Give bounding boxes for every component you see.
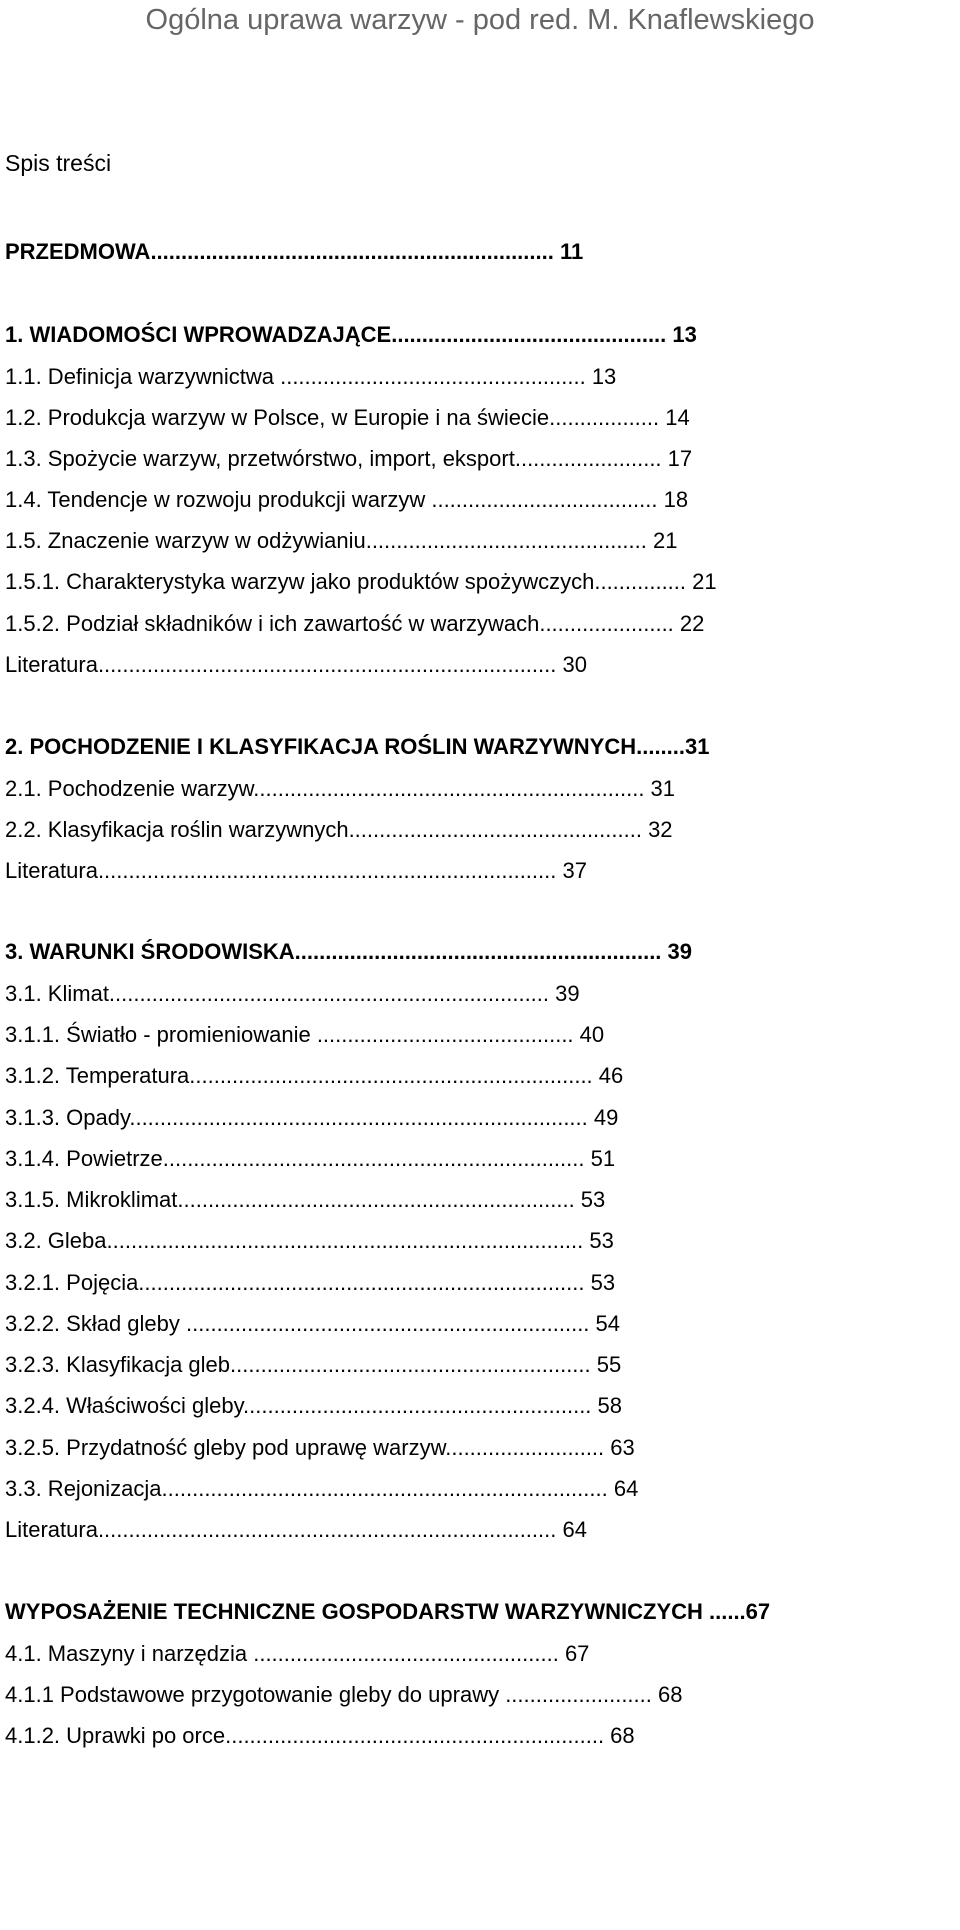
toc-entry: 3.1.3. Opady........................................................................... 49 [5, 1105, 619, 1130]
toc-entry: 2.1. Pochodzenie warzyw................................................................ 31 [5, 776, 676, 801]
document-title: Ogólna uprawa warzyw - pod red. M. Knaflewskiego [145, 4, 815, 36]
toc-entry: Literatura........................................................................... 37 [5, 858, 587, 883]
toc-chapter-entry: 3. WARUNKI ŚRODOWISKA............................................................ 39 [5, 939, 692, 964]
toc-entry: 3.2.2. Skład gleby .................................................................. 54 [5, 1311, 621, 1336]
toc-heading: Spis treści [5, 150, 112, 176]
toc-entry: 1.4. Tendencje w rozwoju produkcji warzyw ..................................... 18 [5, 487, 689, 512]
toc-entry: 1.3. Spożycie warzyw, przetwórstwo, import, eksport........................ 17 [5, 446, 693, 471]
toc-chapter-entry: PRZEDMOWA.................................................................. 11 [5, 239, 584, 264]
toc-entry: 4.1.1 Podstawowe przygotowanie gleby do uprawy ........................ 68 [5, 1682, 683, 1707]
toc-entry: 1.2. Produkcja warzyw w Polsce, w Europie i na świecie.................. 14 [5, 405, 690, 430]
toc-entry: 3.2.4. Właściwości gleby......................................................... 58 [5, 1393, 622, 1418]
toc-entry: 1.1. Definicja warzywnictwa .................................................. 13 [5, 364, 617, 389]
toc-entry: 3.1. Klimat........................................................................ 39 [5, 981, 580, 1006]
toc-chapter-entry: 2. POCHODZENIE I KLASYFIKACJA ROŚLIN WARZYWNYCH........31 [5, 734, 710, 759]
toc-entry: 3.1.5. Mikroklimat................................................................. 53 [5, 1187, 606, 1212]
toc-entry: 3.1.2. Temperatura.................................................................. 46 [5, 1063, 624, 1088]
toc-entry: 3.1.1. Światło - promieniowanie .......................................... 40 [5, 1022, 605, 1047]
toc-entry: 1.5.1. Charakterystyka warzyw jako produktów spożywczych............... 21 [5, 569, 717, 594]
toc-entry: 3.2.1. Pojęcia......................................................................... 53 [5, 1270, 616, 1295]
toc-chapter-entry: 1. WIADOMOŚCI WPROWADZAJĄCE............................................. 13 [5, 322, 697, 347]
toc-entry: 1.5.2. Podział składników i ich zawartość w warzywach...................... 22 [5, 611, 705, 636]
toc-entry: 3.2.3. Klasyfikacja gleb........................................................... 55 [5, 1352, 622, 1377]
toc-entry: 4.1.2. Uprawki po orce.............................................................. 68 [5, 1723, 635, 1748]
toc-entry: 3.2.5. Przydatność gleby pod uprawę warzyw.......................... 63 [5, 1435, 635, 1460]
toc-entry: 3.3. Rejonizacja......................................................................... 64 [5, 1476, 639, 1501]
toc-entry: 1.5. Znaczenie warzyw w odżywianiu.............................................. 21 [5, 528, 678, 553]
toc-entry: 3.2. Gleba.............................................................................. 53 [5, 1228, 614, 1253]
toc-chapter-entry: WYPOSAŻENIE TECHNICZNE GOSPODARSTW WARZYWNICZYCH ......67 [5, 1599, 771, 1624]
toc-entry: Literatura........................................................................... 30 [5, 652, 587, 677]
toc-entry: 3.1.4. Powietrze..................................................................... 51 [5, 1146, 616, 1171]
toc-entry: 4.1. Maszyny i narzędzia .................................................. 67 [5, 1641, 590, 1666]
toc-entry: 2.2. Klasyfikacja roślin warzywnych................................................ 32 [5, 817, 673, 842]
toc-entry: Literatura........................................................................... 64 [5, 1517, 587, 1542]
